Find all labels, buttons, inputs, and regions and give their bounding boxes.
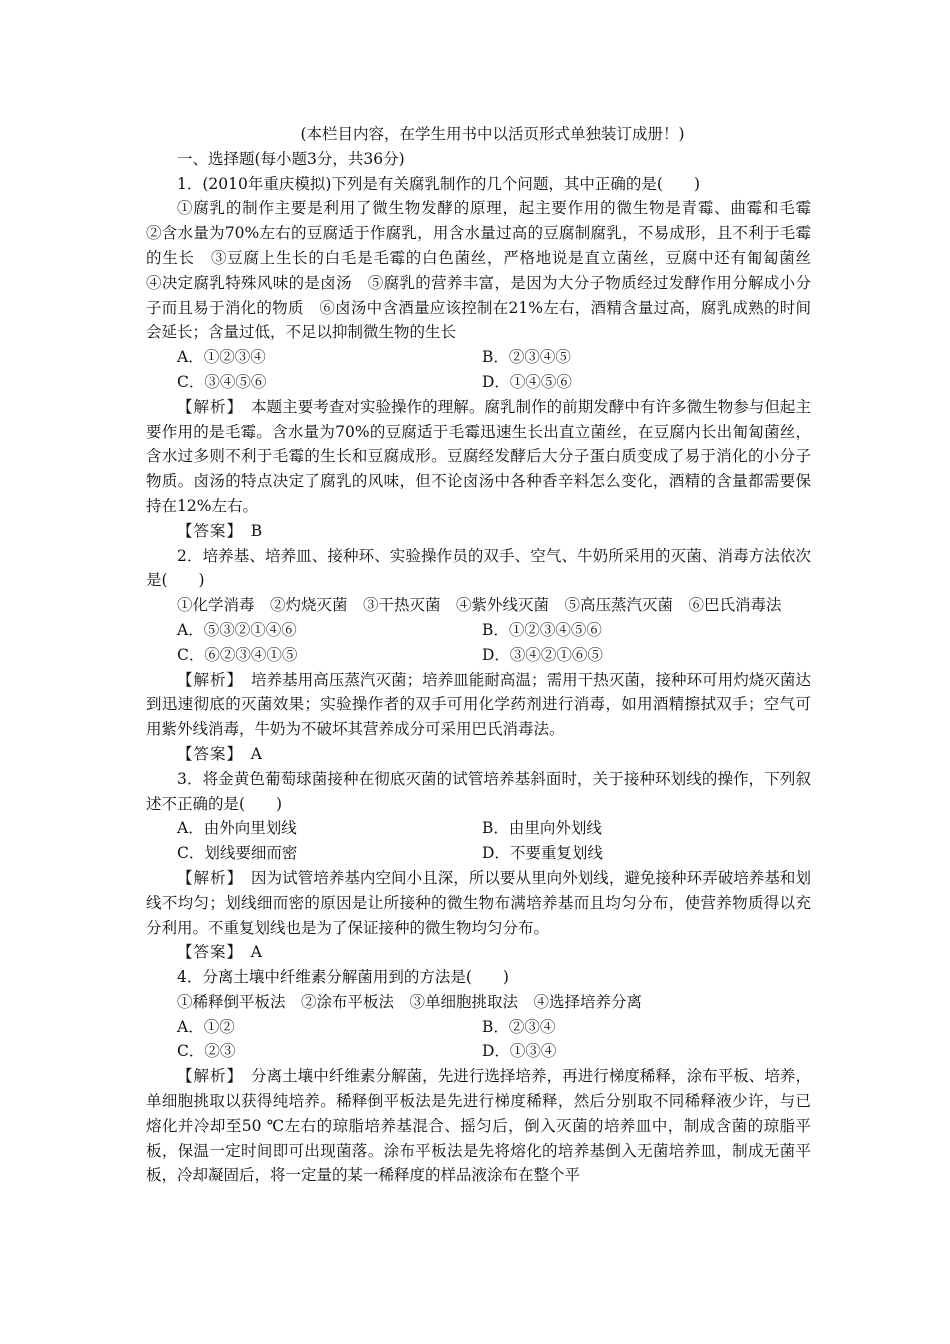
answer-value: A bbox=[250, 943, 262, 962]
question-statements: ①稀释倒平板法 ②涂布平板法 ③单细胞挑取法 ④选择培养分离 bbox=[177, 992, 643, 1011]
analysis-text: 因为试管培养基内空间小且深，所以要从里向外划线，避免接种环弄破培养基和划线不均匀；划线细而密的原因是让所接种的微生物布满培养基而且均匀分布，使营养物质得以充分利用。不重复划线也是为了保证接种的微生物均匀分布。 bbox=[146, 868, 811, 937]
question-statements: ①化学消毒 ②灼烧灭菌 ③干热灭菌 ④紫外线灭菌 ⑤高压蒸汽灭菌 ⑥巴氏消毒法 bbox=[177, 596, 782, 615]
option-c: C．⑥②③④①⑤ bbox=[177, 645, 298, 664]
option-a: A．由外向里划线 bbox=[177, 819, 297, 838]
option-d: D．不要重复划线 bbox=[482, 844, 603, 863]
option-c: C．划线要细而密 bbox=[177, 844, 298, 863]
option-c: C．②③ bbox=[177, 1042, 236, 1061]
option-d: D．①③④ bbox=[482, 1042, 557, 1061]
answer-label: 【答案】 bbox=[177, 521, 236, 540]
option-a: A．①②③④ bbox=[177, 348, 266, 367]
analysis-block bbox=[146, 395, 811, 519]
option-d: D．③④②①⑥⑤ bbox=[482, 645, 603, 664]
page-header-note: (本栏目内容，在学生用书中以活页形式单独装订成册！) bbox=[300, 125, 685, 143]
section-heading: 一、选择题(每小题3分，共36分) bbox=[177, 149, 405, 168]
option-b: B．②③④ bbox=[482, 1017, 556, 1036]
question-stem: 2．培养基、培养皿、接种环、实验操作员的双手、空气、牛奶所采用的灭菌、消毒方法依次是( ) bbox=[146, 546, 811, 590]
question-2 bbox=[146, 544, 811, 767]
options-grid bbox=[146, 1015, 811, 1065]
analysis-label: 【解析】 bbox=[177, 868, 236, 887]
answer-block bbox=[146, 940, 811, 965]
answer-block bbox=[146, 742, 811, 767]
option-b: B．①②③④⑤⑥ bbox=[482, 620, 602, 639]
analysis-text: 本题主要考查对实验操作的理解。腐乳制作的前期发酵中有许多微生物参与但起主要作用的是毛霉。含水量为70%的豆腐适于毛霉迅速生长出直立菌丝，在豆腐内长出匍匐菌丝，含水过多则不利于毛霉的生长和豆腐成形。豆腐经发酵后大分子蛋白质变成了易于消化的小分子物质。卤汤的特点决定了腐乳的风味，但不论卤汤中各种香辛料怎么变化，酒精的含量都需要保持在12%左右。 bbox=[146, 397, 811, 515]
question-3 bbox=[146, 767, 811, 965]
option-b: B．②③④⑤ bbox=[482, 348, 571, 367]
options-grid bbox=[146, 816, 811, 866]
option-c: C．③④⑤⑥ bbox=[177, 372, 267, 391]
question-statements: ①腐乳的制作主要是利用了微生物发酵的原理，起主要作用的微生物是青霉、曲霉和毛霉 ②含水量为70%左右的豆腐适于作腐乳，用含水量过高的豆腐制腐乳，不易成形，且不利于毛霉的生长 ③豆腐上生长的白毛是毛霉的白色菌丝，严格地说是直立菌丝，豆腐中还有匍匐菌丝 ④决定腐乳特殊风味的是卤汤 ⑤腐乳的营养丰富，是因为大分子物质经过发酵作用分解成小分子而且易于消化的物质 ⑥卤汤中含酒量应该控制在21%左右，酒精含量过高，腐乳成熟的时间会延长；含量过低，不足以抑制微生物的生长 bbox=[146, 199, 827, 342]
question-stem: 1．(2010年重庆模拟)下列是有关腐乳制作的几个问题，其中正确的是( ) bbox=[177, 174, 700, 193]
option-b: B．由里向外划线 bbox=[482, 819, 602, 838]
answer-value: B bbox=[250, 521, 263, 540]
question-1 bbox=[146, 172, 827, 544]
option-a: A．⑤③②①④⑥ bbox=[177, 620, 297, 639]
question-stem: 4．分离土壤中纤维素分解菌用到的方法是( ) bbox=[177, 968, 509, 987]
options-grid bbox=[146, 345, 811, 395]
question-4 bbox=[146, 965, 811, 1188]
analysis-label: 【解析】 bbox=[177, 1067, 236, 1086]
analysis-block bbox=[146, 668, 811, 742]
analysis-block bbox=[146, 1064, 811, 1188]
analysis-text: 培养基用高压蒸汽灭菌；培养皿能耐高温；需用干热灭菌，接种环可用灼烧灭菌达到迅速彻底的灭菌效果；实验操作者的双手可用化学药剂进行消毒，如用酒精擦拭双手；空气可用紫外线消毒，牛奶为不破坏其营养成分可采用巴氏消毒法。 bbox=[146, 670, 811, 739]
answer-label: 【答案】 bbox=[177, 943, 236, 962]
analysis-label: 【解析】 bbox=[177, 397, 236, 416]
analysis-label: 【解析】 bbox=[177, 670, 236, 689]
answer-label: 【答案】 bbox=[177, 744, 236, 763]
answer-value: A bbox=[250, 744, 262, 763]
analysis-block bbox=[146, 866, 811, 940]
option-d: D．①④⑤⑥ bbox=[482, 372, 572, 391]
option-a: A．①② bbox=[177, 1017, 235, 1036]
options-grid bbox=[146, 618, 811, 668]
document-page bbox=[146, 122, 827, 1188]
analysis-text: 分离土壤中纤维素分解菌，先进行选择培养，再进行梯度稀释，涂布平板、培养，单细胞挑取以获得纯培养。稀释倒平板法是先进行梯度稀释，然后分别取不同稀释液少许，与已熔化并冷却至50 ℃左右的琼脂培养基混合、摇匀后，倒入灭菌的培养皿中，制成含菌的琼脂平板，保温一定时间即可出现菌落。涂布平板法是先将熔化的培养基倒入无菌培养皿，制成无菌平板，冷却凝固后，将一定量的某一稀释度的样品液涂布在整个平 bbox=[146, 1067, 811, 1185]
question-stem: 3．将金黄色葡萄球菌接种在彻底灭菌的试管培养基斜面时，关于接种环划线的操作，下列叙述不正确的是( ) bbox=[146, 769, 811, 813]
answer-block bbox=[146, 519, 811, 544]
